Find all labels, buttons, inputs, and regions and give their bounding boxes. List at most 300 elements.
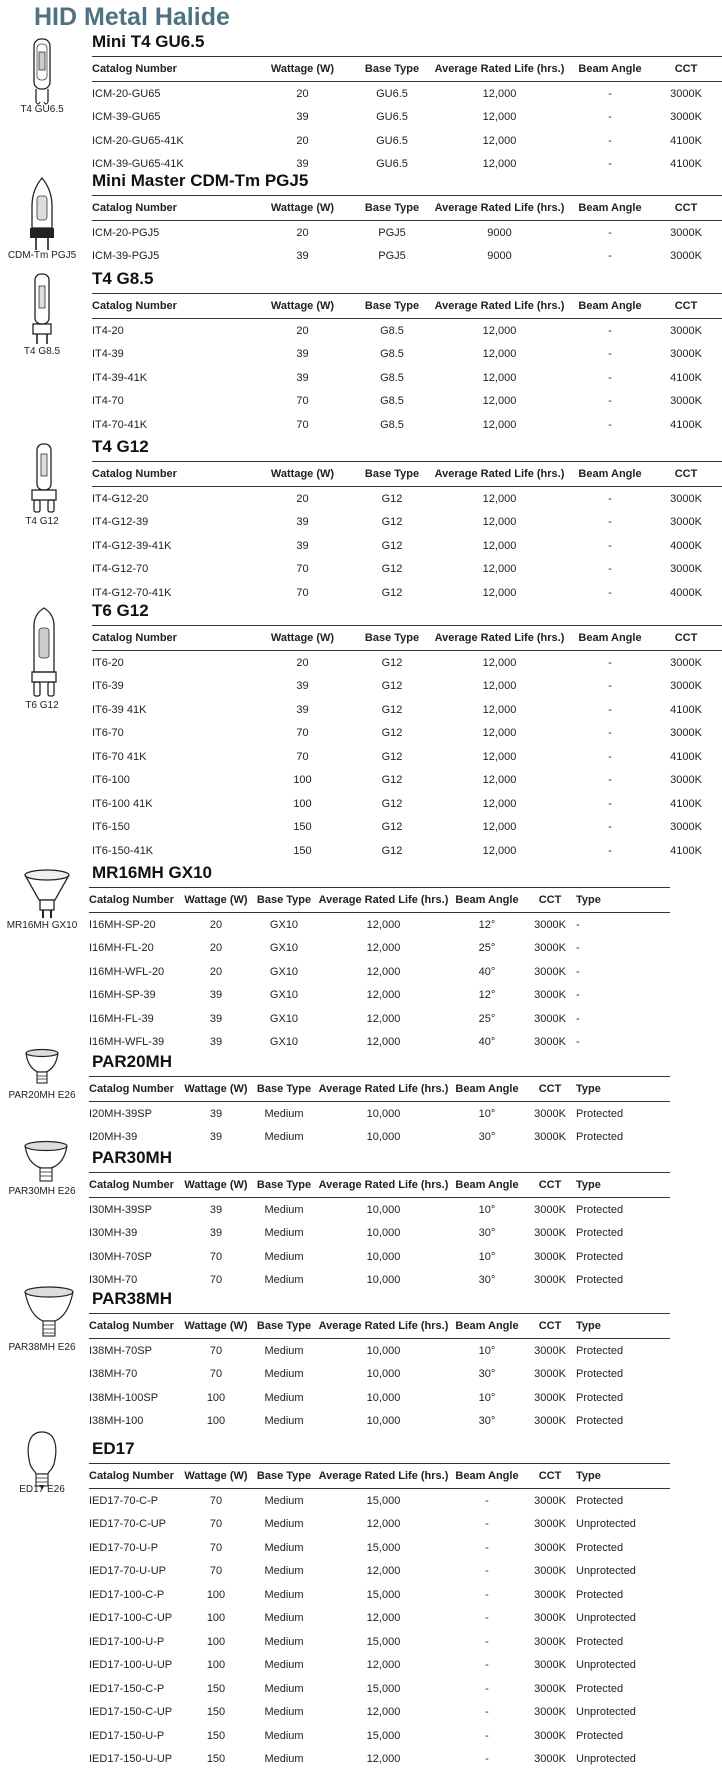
table-cell: 39 — [181, 1198, 251, 1222]
table-cell: - — [570, 129, 650, 153]
table-cell: IT4-70-41K — [92, 413, 250, 437]
table-cell: 12,000 — [317, 1654, 450, 1678]
table-cell: 4100K — [650, 745, 722, 769]
table-cell: G8.5 — [355, 366, 429, 390]
table-cell: 25° — [450, 937, 524, 961]
table-cell: 12,000 — [429, 816, 570, 840]
column-header: Base Type — [355, 196, 429, 221]
table-cell: 10,000 — [317, 1102, 450, 1126]
table-cell: - — [450, 1536, 524, 1560]
column-header: Average Rated Life (hrs.) — [317, 1314, 450, 1339]
table-row — [92, 245, 722, 269]
column-header: Average Rated Life (hrs.) — [317, 888, 450, 913]
bulb-caption: CDM-Tm PGJ5 — [2, 250, 82, 261]
table-cell: 20 — [250, 221, 355, 245]
table-cell: 39 — [181, 1031, 251, 1055]
table-cell: Medium — [251, 1607, 317, 1631]
table-row — [92, 343, 722, 367]
table-cell: IT6-150 — [92, 816, 250, 840]
table-cell: 30° — [450, 1410, 524, 1434]
table-cell: Protected — [576, 1489, 670, 1513]
table-cell: 3000K — [524, 913, 576, 937]
table-cell: 20 — [250, 129, 355, 153]
table-cell: 12,000 — [429, 366, 570, 390]
table-row — [89, 1386, 670, 1410]
table-cell: IT6-100 — [92, 769, 250, 793]
table-cell: - — [450, 1701, 524, 1725]
table-cell: Medium — [251, 1269, 317, 1293]
table-cell: I38MH-100 — [89, 1410, 181, 1434]
table-cell: I38MH-70SP — [89, 1339, 181, 1363]
table-cell: Medium — [251, 1245, 317, 1269]
table-cell: I20MH-39SP — [89, 1102, 181, 1126]
table-cell: IED17-150-C-P — [89, 1677, 181, 1701]
table-cell: 20 — [181, 913, 251, 937]
table-cell: 3000K — [524, 1748, 576, 1771]
section-title: MR16MH GX10 — [92, 863, 212, 883]
spec-table — [89, 1172, 670, 1292]
table-row — [92, 129, 722, 153]
table-row — [92, 82, 722, 106]
table-cell: Protected — [576, 1724, 670, 1748]
table-cell: Unprotected — [576, 1560, 670, 1584]
column-header: Beam Angle — [450, 1464, 524, 1489]
table-cell: 70 — [181, 1513, 251, 1537]
bulb-caption: PAR20MH E26 — [2, 1090, 82, 1101]
table-row — [89, 1654, 670, 1678]
table-cell: Protected — [576, 1245, 670, 1269]
bulb-caption: T4 G8.5 — [2, 346, 82, 357]
table-cell: 39 — [181, 1007, 251, 1031]
table-cell: - — [576, 960, 670, 984]
table-cell: IT6-39 41K — [92, 698, 250, 722]
table-row — [89, 1198, 670, 1222]
table-cell: IT6-20 — [92, 651, 250, 675]
table-cell: 12,000 — [317, 960, 450, 984]
table-cell: - — [450, 1489, 524, 1513]
table-cell: Protected — [576, 1630, 670, 1654]
table-cell: Protected — [576, 1677, 670, 1701]
table-cell: 12,000 — [429, 511, 570, 535]
table-cell: Medium — [251, 1677, 317, 1701]
table-cell: 3000K — [524, 1410, 576, 1434]
table-cell: ICM-20-PGJ5 — [92, 221, 250, 245]
table-cell: G12 — [355, 792, 429, 816]
table-cell: 70 — [181, 1269, 251, 1293]
bulb-caption: PAR38MH E26 — [2, 1342, 82, 1353]
column-header: Average Rated Life (hrs.) — [429, 196, 570, 221]
table-cell: 10° — [450, 1102, 524, 1126]
table-cell: 10,000 — [317, 1269, 450, 1293]
table-cell: GX10 — [251, 984, 317, 1008]
table-cell: GU6.5 — [355, 129, 429, 153]
table-cell: IED17-70-U-UP — [89, 1560, 181, 1584]
column-header: Base Type — [251, 1173, 317, 1198]
table-cell: I30MH-39 — [89, 1222, 181, 1246]
table-cell: G12 — [355, 816, 429, 840]
section-title: T6 G12 — [92, 601, 149, 621]
column-header: Average Rated Life (hrs.) — [317, 1464, 450, 1489]
table-cell: Unprotected — [576, 1701, 670, 1725]
table-cell: 39 — [250, 675, 355, 699]
table-cell: 4100K — [650, 698, 722, 722]
table-cell: Medium — [251, 1630, 317, 1654]
table-row — [89, 1339, 670, 1363]
table-cell: 10,000 — [317, 1126, 450, 1150]
table-cell: 40° — [450, 960, 524, 984]
column-header: CCT — [650, 294, 722, 319]
column-header: Catalog Number — [89, 888, 181, 913]
table-row — [89, 1701, 670, 1725]
section-title: Mini Master CDM-Tm PGJ5 — [92, 171, 308, 191]
table-cell: Protected — [576, 1102, 670, 1126]
table-cell: 70 — [250, 413, 355, 437]
table-cell: 10,000 — [317, 1386, 450, 1410]
table-cell: IT4-G12-39-41K — [92, 534, 250, 558]
table-cell: 12,000 — [429, 558, 570, 582]
table-cell: 3000K — [650, 769, 722, 793]
column-header: CCT — [524, 1314, 576, 1339]
table-cell: - — [450, 1583, 524, 1607]
table-cell: 3000K — [650, 722, 722, 746]
table-cell: Medium — [251, 1701, 317, 1725]
ed17-bulb-icon — [22, 1430, 62, 1492]
table-row — [92, 487, 722, 511]
table-cell: 70 — [250, 558, 355, 582]
table-cell: IED17-70-C-P — [89, 1489, 181, 1513]
column-header: Wattage (W) — [250, 294, 355, 319]
table-row — [92, 675, 722, 699]
column-header: CCT — [650, 196, 722, 221]
table-cell: I30MH-39SP — [89, 1198, 181, 1222]
column-header: Beam Angle — [570, 57, 650, 82]
table-cell: 12,000 — [429, 745, 570, 769]
table-cell: 39 — [250, 245, 355, 269]
table-row — [92, 745, 722, 769]
table-cell: G12 — [355, 745, 429, 769]
table-cell: - — [570, 221, 650, 245]
table-cell: GX10 — [251, 1031, 317, 1055]
column-header: Catalog Number — [92, 626, 250, 651]
table-cell: 100 — [181, 1410, 251, 1434]
column-header: Base Type — [355, 57, 429, 82]
table-cell: - — [576, 1007, 670, 1031]
table-cell: - — [450, 1560, 524, 1584]
table-cell: GX10 — [251, 960, 317, 984]
table-cell: 12,000 — [429, 153, 570, 177]
table-cell: 3000K — [650, 343, 722, 367]
table-row — [89, 1489, 670, 1513]
spec-table — [92, 461, 722, 605]
table-cell: IED17-150-U-UP — [89, 1748, 181, 1771]
table-cell: 3000K — [524, 1245, 576, 1269]
table-cell: Medium — [251, 1410, 317, 1434]
column-header: Catalog Number — [92, 196, 250, 221]
table-cell: 150 — [250, 839, 355, 863]
table-cell: - — [570, 722, 650, 746]
column-header: CCT — [524, 1173, 576, 1198]
table-cell: Protected — [576, 1363, 670, 1387]
table-cell: G12 — [355, 722, 429, 746]
table-row — [92, 816, 722, 840]
table-cell: - — [570, 816, 650, 840]
table-cell: IT4-G12-39 — [92, 511, 250, 535]
table-cell: G12 — [355, 534, 429, 558]
column-header: Average Rated Life (hrs.) — [317, 1173, 450, 1198]
table-cell: - — [576, 937, 670, 961]
table-cell: 100 — [250, 769, 355, 793]
table-cell: - — [570, 581, 650, 605]
table-cell: G12 — [355, 651, 429, 675]
table-row — [89, 1269, 670, 1293]
table-cell: 15,000 — [317, 1536, 450, 1560]
table-row — [92, 839, 722, 863]
table-row — [92, 413, 722, 437]
table-row — [89, 1222, 670, 1246]
table-cell: Medium — [251, 1583, 317, 1607]
table-row — [89, 1363, 670, 1387]
table-cell: I30MH-70SP — [89, 1245, 181, 1269]
table-row — [92, 366, 722, 390]
table-cell: IT4-20 — [92, 319, 250, 343]
table-cell: 12,000 — [429, 839, 570, 863]
table-cell: 3000K — [650, 106, 722, 130]
table-cell: 20 — [181, 937, 251, 961]
table-cell: 100 — [181, 1630, 251, 1654]
table-cell: IT4-G12-20 — [92, 487, 250, 511]
table-cell: Medium — [251, 1560, 317, 1584]
table-cell: 12,000 — [429, 413, 570, 437]
table-cell: - — [450, 1724, 524, 1748]
table-cell: 70 — [250, 390, 355, 414]
table-cell: Medium — [251, 1536, 317, 1560]
table-cell: 70 — [181, 1339, 251, 1363]
table-cell: 4100K — [650, 839, 722, 863]
table-cell: 10,000 — [317, 1339, 450, 1363]
table-cell: 10° — [450, 1386, 524, 1410]
bulb-caption: ED17 E26 — [2, 1484, 82, 1495]
table-cell: Medium — [251, 1513, 317, 1537]
table-cell: I38MH-100SP — [89, 1386, 181, 1410]
column-header: Type — [576, 1464, 670, 1489]
table-cell: Unprotected — [576, 1607, 670, 1631]
table-cell: IED17-150-C-UP — [89, 1701, 181, 1725]
t4-g12-bulb-icon — [22, 442, 66, 518]
table-cell: 30° — [450, 1363, 524, 1387]
table-cell: - — [450, 1630, 524, 1654]
table-cell: 3000K — [524, 1198, 576, 1222]
table-cell: 39 — [181, 1102, 251, 1126]
table-cell: IT6-39 — [92, 675, 250, 699]
capsule-bulb-icon — [22, 36, 62, 106]
spec-table — [92, 56, 722, 176]
table-cell: G12 — [355, 769, 429, 793]
table-cell: 12,000 — [429, 487, 570, 511]
table-cell: 20 — [250, 651, 355, 675]
table-row — [92, 319, 722, 343]
table-cell: 39 — [250, 343, 355, 367]
table-cell: - — [570, 82, 650, 106]
table-cell: 39 — [250, 511, 355, 535]
par38-bulb-icon — [22, 1286, 76, 1342]
table-row — [89, 1630, 670, 1654]
table-row — [89, 1724, 670, 1748]
column-header: Wattage (W) — [181, 1464, 251, 1489]
table-cell: 15,000 — [317, 1677, 450, 1701]
table-cell: 39 — [181, 984, 251, 1008]
column-header: Catalog Number — [89, 1314, 181, 1339]
column-header: Beam Angle — [570, 626, 650, 651]
spec-table — [92, 625, 722, 863]
table-cell: - — [450, 1513, 524, 1537]
table-cell: 30° — [450, 1222, 524, 1246]
table-cell: ICM-39-PGJ5 — [92, 245, 250, 269]
table-cell: 3000K — [524, 1513, 576, 1537]
table-cell: 4000K — [650, 581, 722, 605]
table-cell: - — [576, 913, 670, 937]
table-header-row — [89, 1464, 670, 1489]
table-cell: G12 — [355, 511, 429, 535]
table-cell: - — [450, 1654, 524, 1678]
table-cell: - — [570, 511, 650, 535]
table-cell: I16MH-WFL-20 — [89, 960, 181, 984]
column-header: Type — [576, 1077, 670, 1102]
column-header: Base Type — [355, 626, 429, 651]
table-row — [92, 221, 722, 245]
table-cell: - — [450, 1748, 524, 1771]
t4-bulb-icon — [22, 272, 62, 348]
column-header: CCT — [524, 888, 576, 913]
table-cell: G12 — [355, 558, 429, 582]
table-cell: IT4-39-41K — [92, 366, 250, 390]
table-cell: 20 — [250, 319, 355, 343]
section-title: PAR20MH — [92, 1052, 172, 1072]
column-header: Wattage (W) — [250, 462, 355, 487]
table-cell: G8.5 — [355, 390, 429, 414]
section-title: PAR38MH — [92, 1289, 172, 1309]
bulb-caption: T4 GU6.5 — [2, 104, 82, 115]
table-cell: 20 — [250, 487, 355, 511]
column-header: CCT — [524, 1464, 576, 1489]
table-row — [92, 651, 722, 675]
table-cell: - — [450, 1677, 524, 1701]
table-cell: IED17-100-U-P — [89, 1630, 181, 1654]
table-cell: Unprotected — [576, 1654, 670, 1678]
table-cell: - — [570, 745, 650, 769]
table-cell: 15,000 — [317, 1583, 450, 1607]
table-cell: 40° — [450, 1031, 524, 1055]
table-cell: 12,000 — [429, 769, 570, 793]
table-cell: 39 — [181, 1222, 251, 1246]
column-header: Type — [576, 1314, 670, 1339]
column-header: Wattage (W) — [250, 626, 355, 651]
table-cell: 3000K — [650, 651, 722, 675]
table-cell: 3000K — [524, 1102, 576, 1126]
table-cell: I20MH-39 — [89, 1126, 181, 1150]
column-header: Catalog Number — [92, 462, 250, 487]
table-header-row — [89, 1314, 670, 1339]
table-cell: 15,000 — [317, 1630, 450, 1654]
table-cell: Medium — [251, 1386, 317, 1410]
table-cell: ICM-20-GU65-41K — [92, 129, 250, 153]
table-cell: 100 — [181, 1386, 251, 1410]
table-cell: 3000K — [524, 1724, 576, 1748]
table-header-row — [92, 196, 722, 221]
table-cell: GX10 — [251, 913, 317, 937]
table-cell: 9000 — [429, 245, 570, 269]
table-cell: 3000K — [524, 1269, 576, 1293]
table-row — [89, 913, 670, 937]
table-cell: 3000K — [650, 390, 722, 414]
table-cell: 39 — [181, 1126, 251, 1150]
table-cell: 3000K — [524, 1126, 576, 1150]
table-cell: IT6-70 41K — [92, 745, 250, 769]
table-cell: 12,000 — [429, 534, 570, 558]
table-cell: 9000 — [429, 221, 570, 245]
table-header-row — [92, 462, 722, 487]
table-cell: Medium — [251, 1363, 317, 1387]
column-header: Catalog Number — [89, 1464, 181, 1489]
table-cell: - — [570, 558, 650, 582]
bulb-caption: PAR30MH E26 — [2, 1186, 82, 1197]
table-cell: 10,000 — [317, 1222, 450, 1246]
table-cell: I30MH-70 — [89, 1269, 181, 1293]
column-header: Beam Angle — [570, 294, 650, 319]
table-cell: Medium — [251, 1102, 317, 1126]
table-cell: - — [576, 984, 670, 1008]
table-cell: 39 — [250, 106, 355, 130]
column-header: Beam Angle — [570, 196, 650, 221]
table-cell: 3000K — [650, 487, 722, 511]
table-cell: - — [570, 366, 650, 390]
table-cell: 39 — [250, 534, 355, 558]
bulb-caption: T6 G12 — [2, 700, 82, 711]
table-cell: GX10 — [251, 1007, 317, 1031]
table-cell: 3000K — [524, 1654, 576, 1678]
table-cell: 4100K — [650, 153, 722, 177]
column-header: Wattage (W) — [181, 1173, 251, 1198]
table-header-row — [92, 626, 722, 651]
table-row — [92, 511, 722, 535]
table-cell: 12,000 — [317, 1701, 450, 1725]
table-cell: 70 — [181, 1363, 251, 1387]
spec-table — [92, 195, 722, 268]
table-cell: IT6-70 — [92, 722, 250, 746]
table-cell: 150 — [181, 1748, 251, 1771]
column-header: Type — [576, 888, 670, 913]
table-cell: GU6.5 — [355, 106, 429, 130]
table-cell: PGJ5 — [355, 245, 429, 269]
table-cell: 30° — [450, 1126, 524, 1150]
table-row — [89, 960, 670, 984]
column-header: Catalog Number — [92, 294, 250, 319]
table-cell: 12,000 — [317, 1031, 450, 1055]
column-header: Average Rated Life (hrs.) — [429, 462, 570, 487]
table-cell: 3000K — [524, 1536, 576, 1560]
table-cell: 25° — [450, 1007, 524, 1031]
table-cell: - — [570, 343, 650, 367]
column-header: Average Rated Life (hrs.) — [429, 626, 570, 651]
table-cell: 12,000 — [317, 1007, 450, 1031]
table-cell: ICM-39-GU65 — [92, 106, 250, 130]
table-cell: - — [570, 245, 650, 269]
table-cell: 70 — [250, 722, 355, 746]
table-header-row — [92, 57, 722, 82]
table-row — [89, 1748, 670, 1771]
table-cell: I16MH-FL-20 — [89, 937, 181, 961]
table-cell: 12,000 — [429, 722, 570, 746]
table-cell: - — [570, 792, 650, 816]
